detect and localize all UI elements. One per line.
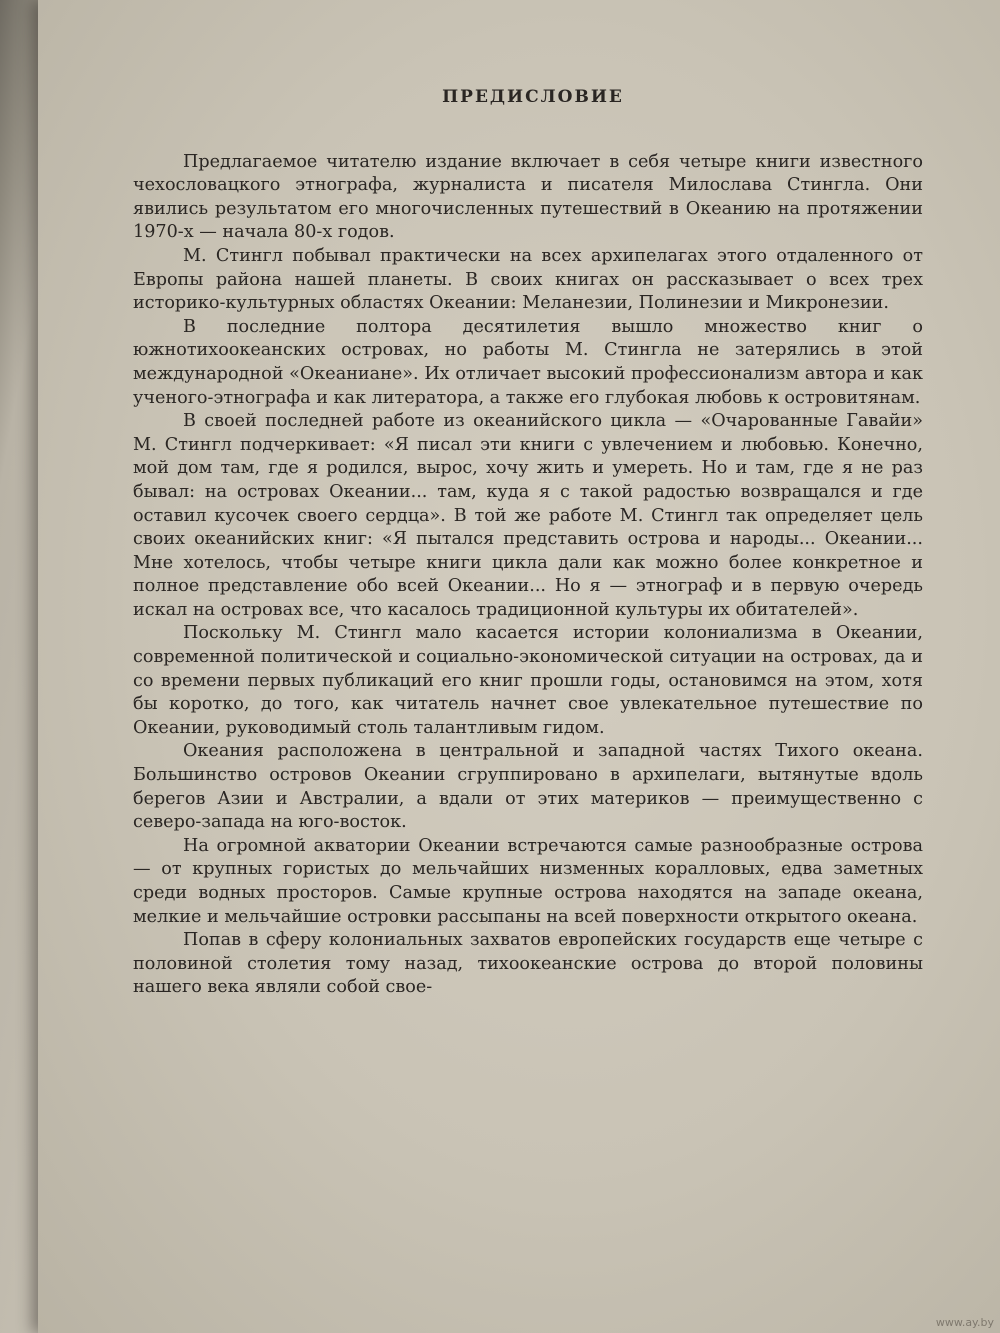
paragraph: Попав в сферу колониальных захватов европейских государств еще четыре с половиной столетия тому назад, тихоокеанские острова до второй половины нашего века являли собой свое- xyxy=(133,930,923,998)
watermark: www.ay.by xyxy=(935,1316,994,1329)
book-page xyxy=(38,0,1000,1333)
paragraph: В своей последней работе из океанийского цикла — «Очарованные Гавайи» М. Стингл подчеркивает: «Я писал эти книги с увлечением и любовью. Конечно, мой дом там, где я родился, вырос, хочу жить и умереть. Но и там, где я не раз бывал: на островах Океании... там, куда я с такой радостью возвращался и где оставил кусочек своего сердца». В той же работе М. Стингл так определяет цель своих океанийских книг: «Я пытался представить острова и народы... Океании... Мне хотелось, чтобы четыре книги цикла дали как можно более конкретное и полное представление обо всей Океании... Но я — этнограф и в первую очередь искал на островах все, что касалось традиционной культуры их обитателей». xyxy=(133,411,923,620)
paragraph: В последние полтора десятилетия вышло множество книг о южнотихоокеанских островах, но работы М. Стингла не затерялись в этой международной «Океаниане». Их отличает высокий профессионализм автора и как ученого-этнографа и как литератора, а также его глубокая любовь к островитянам. xyxy=(133,316,923,408)
paragraph: Океания расположена в центральной и западной частях Тихого океана. Большинство островов Океании сгруппировано в архипелаги, вытянутые вдоль берегов Азии и Австралии, а вдали от этих материков — преимущественно с северо-запада на юго-восток. xyxy=(133,741,923,833)
page-title: ПРЕДИСЛОВИЕ xyxy=(442,87,624,107)
paragraph: На огромной акватории Океании встречаются самые разнообразные острова — от крупных гористых до мельчайших низменных коралловых, едва заметных среди водных просторов. Самые крупные острова находятся на западе океана, мелкие и мельчайшие островки рассыпаны на всей поверхности открытого океана. xyxy=(133,835,923,927)
paragraph: Предлагаемое читателю издание включает в себя четыре книги известного чехословацкого этнографа, журналиста и писателя Милослава Стингла. Они явились результатом его многочисленных путешествий в Океанию на протяжении 1970-х — начала 80-х годов. xyxy=(133,151,923,243)
paragraph: М. Стингл побывал практически на всех архипелагах этого отдаленного от Европы района нашей планеты. В своих книгах он рассказывает о всех трех историко-культурных областях Океании: Меланезии, Полинезии и Микронезии. xyxy=(133,245,923,314)
preface-text xyxy=(133,86,923,1000)
paragraph: Поскольку М. Стингл мало касается истории колониализма в Океании, современной политической и социально-экономической ситуации на островах, да и со времени первых публикаций его книг прошли годы, остановимся на этом, хотя бы коротко, до того, как читатель начнет свое увлекательное путешествие по Океании, руководимый столь талантливым гидом. xyxy=(133,623,923,738)
